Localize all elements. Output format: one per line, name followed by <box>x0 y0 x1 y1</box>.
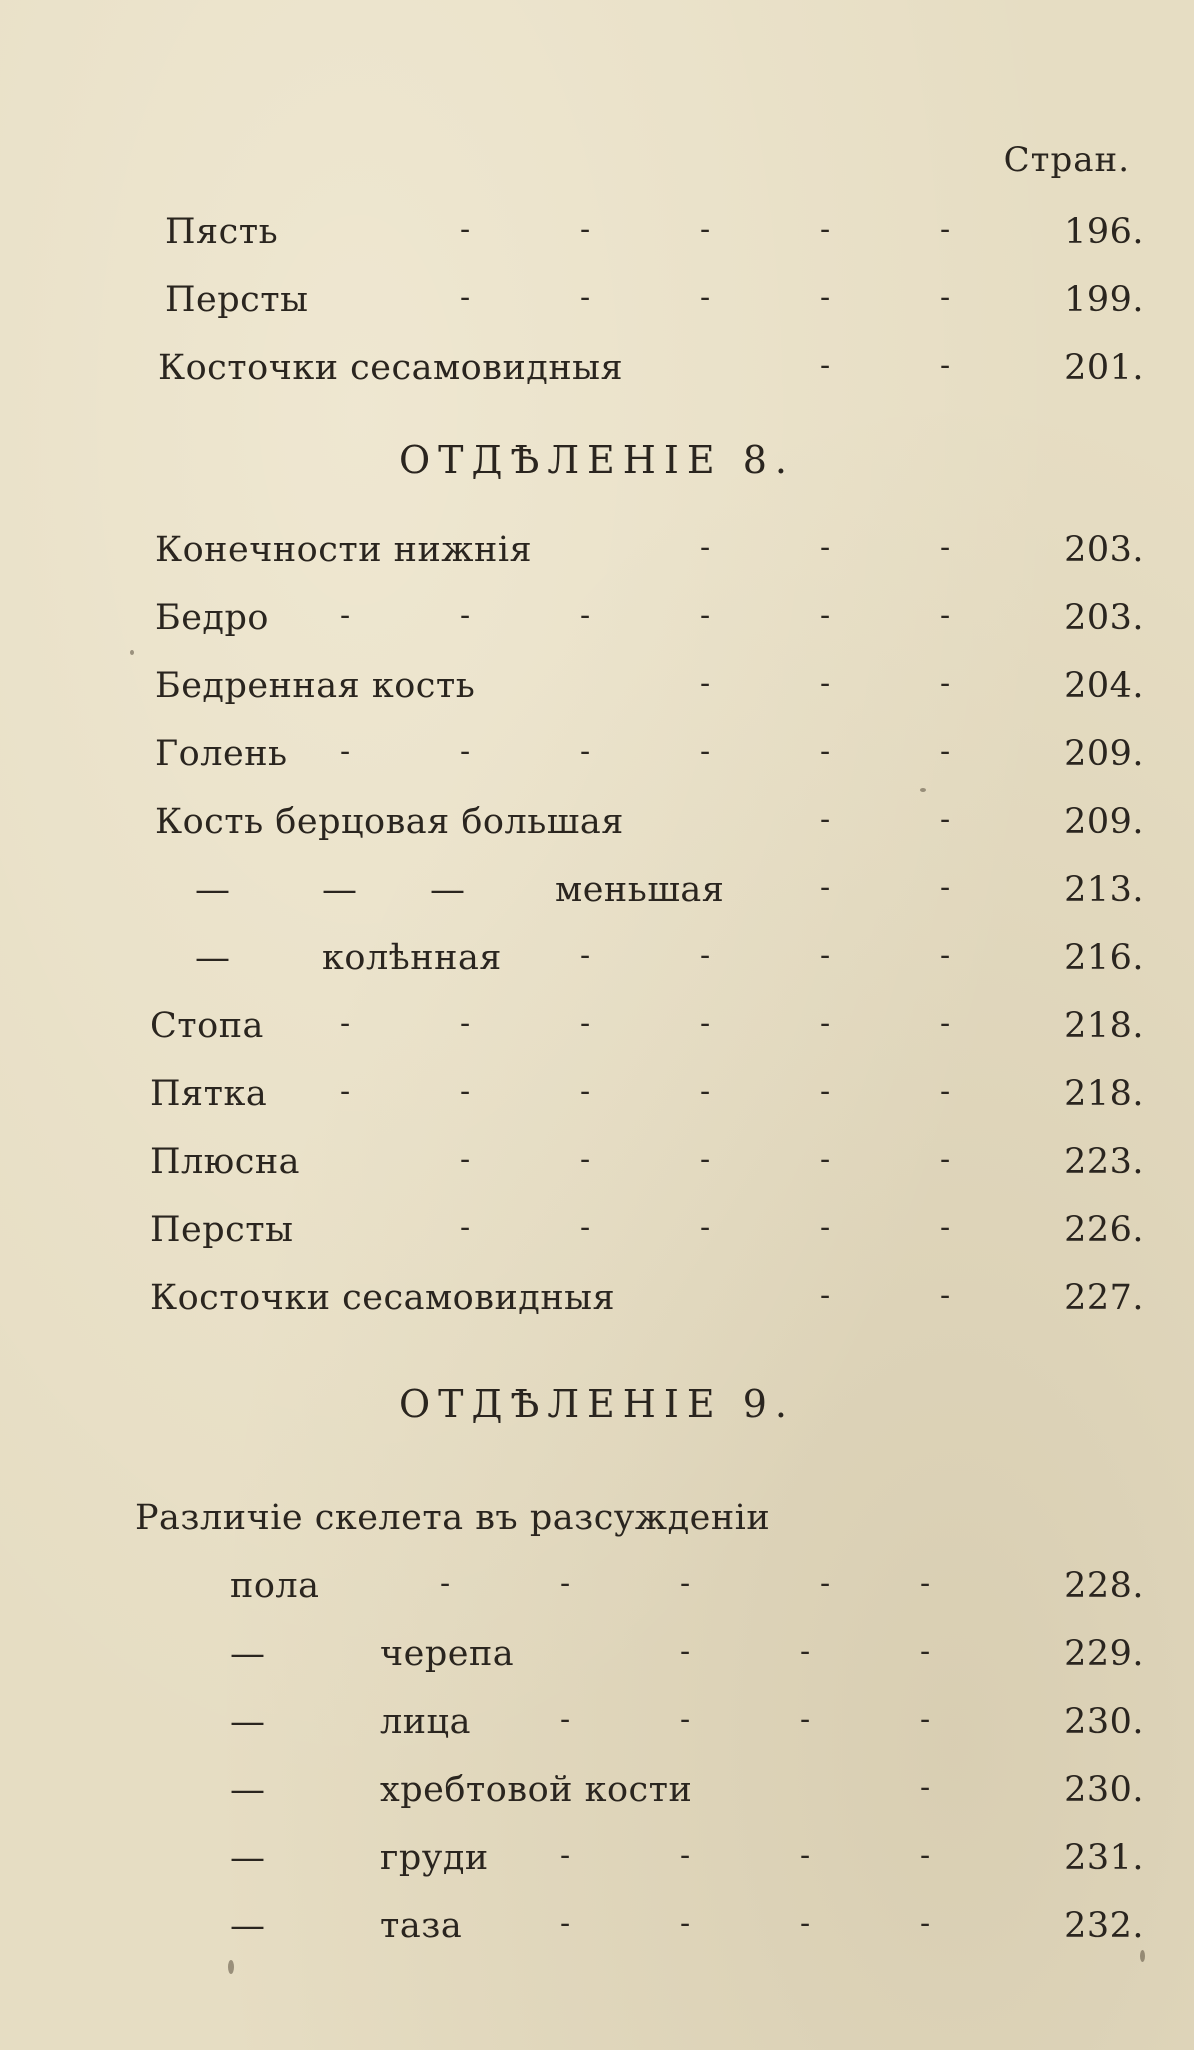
toc-entry <box>0 280 1194 340</box>
toc-entry <box>0 870 1194 930</box>
paper-speck <box>228 1960 234 1974</box>
leader-dash: - <box>820 870 831 905</box>
section-heading: ОТДѢЛЕНІЕ 9. <box>398 1382 795 1426</box>
toc-entry <box>0 1566 1194 1626</box>
leader-dash: - <box>560 1906 571 1941</box>
entry-page-number: 218. <box>1064 1074 1144 1114</box>
leader-dash: - <box>820 1142 831 1177</box>
entry-page-number: 199. <box>1064 280 1144 320</box>
ditto-dash: — <box>195 938 231 978</box>
entry-label: Различіе скелета въ разсужденіи <box>135 1498 771 1538</box>
entry-label: Косточки сесамовидныя <box>150 1278 616 1318</box>
leader-dash: - <box>580 1006 591 1041</box>
entry-label: хребтовой кости <box>380 1770 693 1810</box>
leader-dash: - <box>680 1702 691 1737</box>
leader-dash: - <box>580 1074 591 1109</box>
leader-dash: - <box>940 938 951 973</box>
leader-dash: - <box>700 1006 711 1041</box>
entry-label: Плюсна <box>150 1142 301 1182</box>
entry-page-number: 231. <box>1064 1838 1144 1878</box>
leader-dash: - <box>580 280 591 315</box>
leader-dash: - <box>460 734 471 769</box>
toc-entry <box>0 598 1194 658</box>
entry-label: Бедренная кость <box>155 666 476 706</box>
paper-speck <box>920 788 926 792</box>
toc-entry <box>0 348 1194 408</box>
ditto-dash: — <box>195 870 231 910</box>
leader-dash: - <box>820 1006 831 1041</box>
leader-dash: - <box>820 280 831 315</box>
entry-label: Персты <box>150 1210 294 1250</box>
leader-dash: - <box>580 938 591 973</box>
leader-dash: - <box>940 734 951 769</box>
entry-page-number: 196. <box>1064 212 1144 252</box>
entry-label: Персты <box>165 280 309 320</box>
leader-dash: - <box>940 802 951 837</box>
leader-dash: - <box>700 530 711 565</box>
leader-dash: - <box>940 1142 951 1177</box>
leader-dash: - <box>560 1702 571 1737</box>
entry-page-number: 230. <box>1064 1770 1144 1810</box>
ditto-dash: — <box>322 870 358 910</box>
entry-page-number: 226. <box>1064 1210 1144 1250</box>
toc-entry <box>0 212 1194 272</box>
leader-dash: - <box>820 348 831 383</box>
leader-dash: - <box>700 212 711 247</box>
leader-dash: - <box>560 1838 571 1873</box>
leader-dash: - <box>820 530 831 565</box>
entry-page-number: 232. <box>1064 1906 1144 1946</box>
leader-dash: - <box>580 734 591 769</box>
leader-dash: - <box>820 802 831 837</box>
leader-dash: - <box>940 870 951 905</box>
leader-dash: - <box>700 938 711 973</box>
leader-dash: - <box>700 1142 711 1177</box>
entry-label: Кость берцовая большая <box>155 802 624 842</box>
leader-dash: - <box>820 938 831 973</box>
ditto-dash: — <box>230 1702 266 1742</box>
page-column-header: Cтpaн. <box>1003 140 1130 180</box>
toc-entry <box>0 666 1194 726</box>
leader-dash: - <box>940 1006 951 1041</box>
leader-dash: - <box>680 1906 691 1941</box>
leader-dash: - <box>580 598 591 633</box>
entry-page-number: 213. <box>1064 870 1144 910</box>
leader-dash: - <box>820 1210 831 1245</box>
toc-entry <box>0 802 1194 862</box>
entry-label: черепа <box>380 1634 515 1674</box>
leader-dash: - <box>820 1278 831 1313</box>
leader-dash: - <box>940 1074 951 1109</box>
leader-dash: - <box>340 734 351 769</box>
leader-dash: - <box>820 212 831 247</box>
leader-dash: - <box>940 598 951 633</box>
leader-dash: - <box>820 598 831 633</box>
leader-dash: - <box>460 1074 471 1109</box>
entry-label: Бедро <box>155 598 269 638</box>
entry-label: Стопа <box>150 1006 264 1046</box>
entry-page-number: 223. <box>1064 1142 1144 1182</box>
leader-dash: - <box>820 1074 831 1109</box>
leader-dash: - <box>680 1838 691 1873</box>
entry-label: Пятка <box>150 1074 268 1114</box>
section-heading: ОТДѢЛЕНІЕ 8. <box>398 438 795 482</box>
entry-label: меньшая <box>555 870 725 910</box>
ditto-dash: — <box>430 870 466 910</box>
entry-page-number: 203. <box>1064 598 1144 638</box>
leader-dash: - <box>340 598 351 633</box>
entry-page-number: 203. <box>1064 530 1144 570</box>
leader-dash: - <box>820 1566 831 1601</box>
leader-dash: - <box>940 1210 951 1245</box>
leader-dash: - <box>700 598 711 633</box>
leader-dash: - <box>580 1142 591 1177</box>
leader-dash: - <box>700 280 711 315</box>
toc-entry <box>0 1838 1194 1898</box>
leader-dash: - <box>340 1074 351 1109</box>
leader-dash: - <box>460 1210 471 1245</box>
leader-dash: - <box>580 212 591 247</box>
ditto-dash: — <box>230 1838 266 1878</box>
leader-dash: - <box>440 1566 451 1601</box>
leader-dash: - <box>800 1702 811 1737</box>
leader-dash: - <box>920 1770 931 1805</box>
entry-label: Голень <box>155 734 288 774</box>
leader-dash: - <box>340 1006 351 1041</box>
entry-label: пола <box>230 1566 320 1606</box>
leader-dash: - <box>460 212 471 247</box>
leader-dash: - <box>940 280 951 315</box>
entry-page-number: 209. <box>1064 734 1144 774</box>
leader-dash: - <box>800 1634 811 1669</box>
leader-dash: - <box>700 666 711 701</box>
entry-page-number: 218. <box>1064 1006 1144 1046</box>
entry-page-number: 229. <box>1064 1634 1144 1674</box>
leader-dash: - <box>920 1906 931 1941</box>
entry-page-number: 209. <box>1064 802 1144 842</box>
leader-dash: - <box>560 1566 571 1601</box>
leader-dash: - <box>920 1566 931 1601</box>
toc-entry <box>0 938 1194 998</box>
entry-label: таза <box>380 1906 463 1946</box>
leader-dash: - <box>820 734 831 769</box>
leader-dash: - <box>940 348 951 383</box>
paper-speck <box>130 650 134 655</box>
leader-dash: - <box>460 1006 471 1041</box>
entry-page-number: 201. <box>1064 348 1144 388</box>
leader-dash: - <box>580 1210 591 1245</box>
leader-dash: - <box>920 1634 931 1669</box>
entry-label: Конечности нижнія <box>155 530 533 570</box>
leader-dash: - <box>460 280 471 315</box>
leader-dash: - <box>460 1142 471 1177</box>
toc-entry <box>0 1278 1194 1338</box>
leader-dash: - <box>800 1838 811 1873</box>
leader-dash: - <box>820 666 831 701</box>
leader-dash: - <box>920 1702 931 1737</box>
toc-entry-heading <box>0 1498 1194 1558</box>
leader-dash: - <box>680 1634 691 1669</box>
entry-page-number: 230. <box>1064 1702 1144 1742</box>
toc-entry <box>0 1142 1194 1202</box>
toc-entry <box>0 1702 1194 1762</box>
entry-label: колѣнная <box>322 938 502 978</box>
toc-entry <box>0 530 1194 590</box>
entry-label: лица <box>380 1702 471 1742</box>
toc-entry <box>0 1074 1194 1134</box>
leader-dash: - <box>940 1278 951 1313</box>
ditto-dash: — <box>230 1770 266 1810</box>
leader-dash: - <box>940 530 951 565</box>
leader-dash: - <box>800 1906 811 1941</box>
ditto-dash: — <box>230 1906 266 1946</box>
leader-dash: - <box>460 598 471 633</box>
leader-dash: - <box>700 734 711 769</box>
toc-entry <box>0 1006 1194 1066</box>
ditto-dash: — <box>230 1634 266 1674</box>
leader-dash: - <box>680 1566 691 1601</box>
entry-label: груди <box>380 1838 489 1878</box>
leader-dash: - <box>700 1074 711 1109</box>
leader-dash: - <box>700 1210 711 1245</box>
toc-entry <box>0 1906 1194 1966</box>
toc-entry <box>0 1210 1194 1270</box>
toc-entry <box>0 1770 1194 1830</box>
entry-page-number: 204. <box>1064 666 1144 706</box>
entry-page-number: 216. <box>1064 938 1144 978</box>
leader-dash: - <box>940 212 951 247</box>
toc-entry <box>0 734 1194 794</box>
entry-label: Пясть <box>165 212 279 252</box>
entry-page-number: 228. <box>1064 1566 1144 1606</box>
entry-label: Косточки сесамовидныя <box>158 348 624 388</box>
leader-dash: - <box>940 666 951 701</box>
paper-speck <box>1140 1950 1145 1962</box>
leader-dash: - <box>920 1838 931 1873</box>
toc-entry <box>0 1634 1194 1694</box>
entry-page-number: 227. <box>1064 1278 1144 1318</box>
